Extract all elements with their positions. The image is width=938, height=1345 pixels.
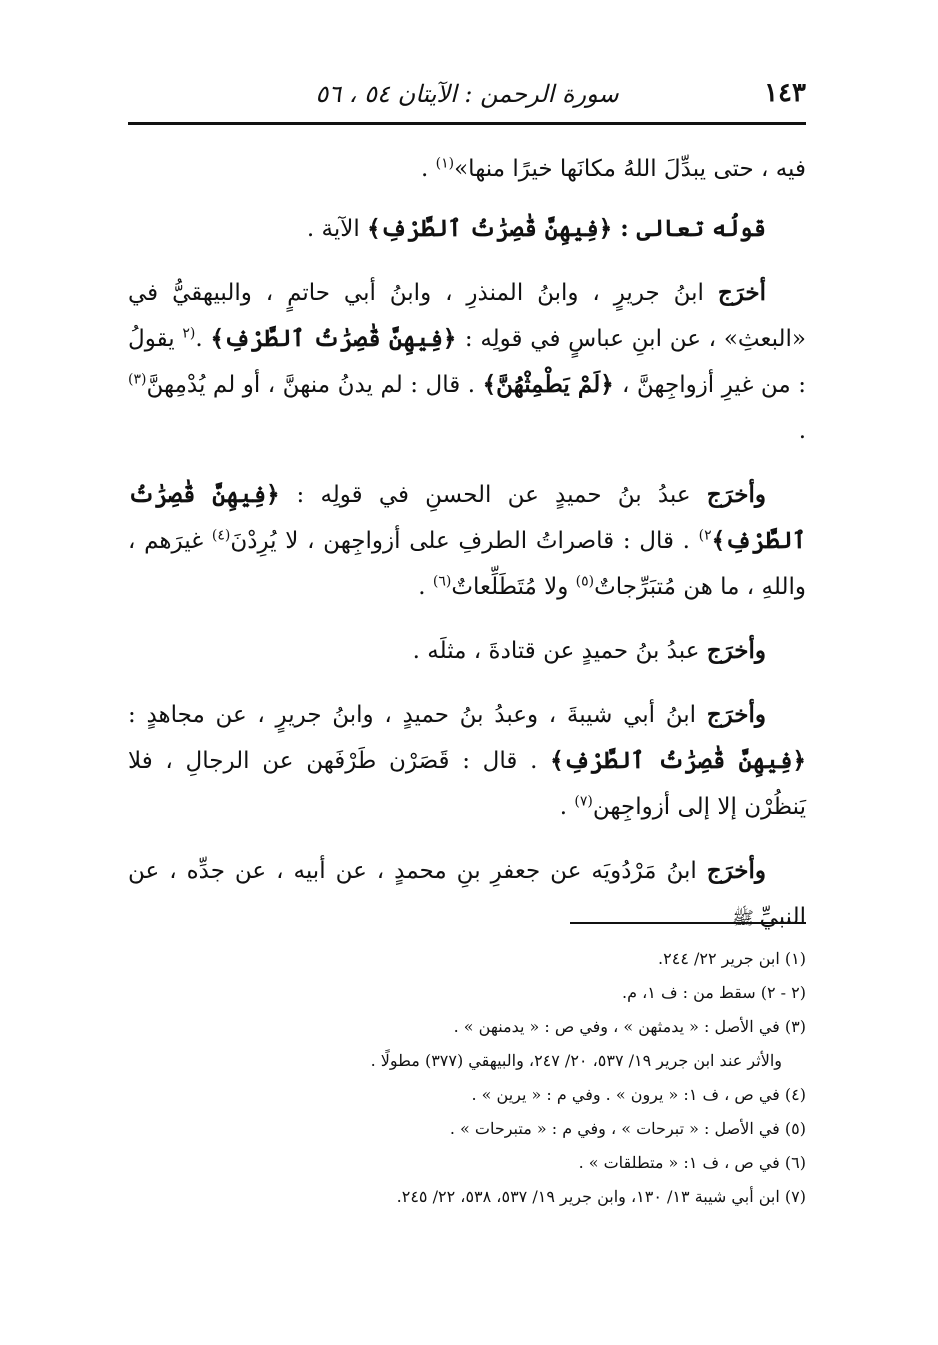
main-text	[128, 146, 806, 960]
paragraph-5-lead: وأخرَج	[706, 637, 766, 664]
paragraph-2-text: الآية .	[306, 216, 368, 242]
paragraph-4-lead: وأخرَج	[706, 481, 767, 508]
footnote-7: (٧) ابن أبي شيبة ١٣/ ١٣٠، وابن جرير ١٩/ ٥٣٧، ٥٣٨، ٢٢/ ٢٤٥.	[396, 1187, 806, 1206]
footnote-1: (١) ابن جرير ٢٢/ ٢٤٤.	[658, 949, 806, 968]
paragraph-7-lead: وأخرَج	[706, 857, 766, 884]
footnote-3: (٣) في الأصل : « يدمثهن » ، وفي ص : « يدمنهن » .	[453, 1017, 806, 1036]
paragraph-1	[128, 146, 806, 192]
quran-verse: ﴿فِيهِنَّ قَٰصِرَٰتُ ٱلطَّرْفِ﴾	[550, 747, 807, 774]
paragraph-1-end: .	[421, 156, 436, 182]
paragraph-3-lead: أخرَج	[717, 279, 766, 306]
footnotes	[150, 942, 806, 1214]
footnote-ref-4: (٤)	[211, 527, 231, 544]
paragraph-4-text-4: ولا مُتَطَلِّعاتٌ	[451, 574, 576, 600]
paragraph-5-text: عبدُ بنُ حميدٍ عن قتادةَ ، مثلَه .	[412, 638, 707, 664]
paragraph-3-text-2: .	[195, 326, 211, 352]
paragraph-4-text-2: . قال : قاصراتُ الطرفِ على أزواجِهن ، لا يُرِدْنَ	[230, 528, 699, 554]
footnote-ref-1: (١)	[435, 155, 455, 172]
paragraph-3-text-4: . قال : لم يدنُ منهنَّ ، أو لم يُدْمِهنَّ	[146, 372, 483, 398]
footnote-ref-5: (٥)	[575, 573, 595, 590]
paragraph-4-text-5: .	[418, 574, 433, 600]
paragraph-2	[128, 206, 806, 252]
paragraph-6	[128, 692, 806, 830]
paragraph-6-text-3: .	[559, 794, 575, 820]
footnote-ref-3: (٣)	[128, 371, 147, 388]
paragraph-5	[128, 628, 806, 674]
paragraph-4-text-1: عبدُ بنُ حميدٍ عن الحسنِ في قولِه :	[296, 482, 707, 508]
paragraph-4	[128, 472, 806, 610]
paragraph-3-text-3: يقولُ : من غيرِ أزواجِهنَّ ،	[128, 326, 806, 398]
paragraph-3-text-5: .	[798, 418, 806, 444]
footnote-2: (٢ - ٢) سقط من : ف ١، م.	[622, 983, 806, 1002]
paragraph-6-text-2: . قال : قَصَرْن طَرْفَهن عن الرجالِ ، فلا يَنظُرْن إلا إلى أزواجِهن	[128, 748, 806, 820]
footnote-6: (٦) في ص ، ف ١: « متطلقات » .	[578, 1153, 806, 1172]
salawat-ligature: ﷺ	[732, 908, 760, 929]
footnote-4: (٤) في ص ، ف ١: « يرون » . وفي م : « يرين » .	[471, 1085, 806, 1104]
footnote-3-continuation: والأثر عند ابن جرير ١٩/ ٥٣٧، ٢٠/ ٢٤٧، والبيهقي (٣٧٧) مطولًا .	[370, 1051, 782, 1070]
paragraph-3-text-1: ابنُ جريرٍ ، وابنُ المنذرِ ، وابنُ أبي حاتمٍ ، والبيهقيُّ في «البعثِ» ، عن ابنِ عباسٍ في قولِه :	[128, 280, 807, 352]
page-header	[128, 78, 806, 118]
footnote-rule	[570, 922, 806, 924]
footnote-ref-2-close: ٢)	[698, 527, 712, 544]
footnote-ref-2: (٢	[182, 325, 196, 342]
paragraph-6-lead: وأخرَج	[706, 701, 766, 728]
quran-verse: ﴿فِيهِنَّ قَٰصِرَٰتُ ٱلطَّرْفِ﴾	[210, 325, 465, 352]
paragraph-4-text-3: غيرَهم ، واللهِ ، ما هن مُتبَرِّجاتٌ	[128, 528, 806, 600]
paragraph-7	[128, 848, 806, 942]
paragraph-1-text: فيه ، حتى يبدِّلَ اللهُ مكانَها خيرًا منها»	[454, 156, 806, 182]
quran-verse: ﴿فِيهِنَّ قَٰصِرَٰتُ ٱلطَّرْفِ﴾	[128, 481, 806, 554]
paragraph-6-text-1: ابنُ أبي شيبةَ ، وعبدُ بنُ حميدٍ ، وابنُ جريرٍ ، عن مجاهدٍ :	[128, 702, 707, 728]
footnote-ref-7: (٧)	[574, 793, 593, 810]
footnote-ref-6: (٦)	[432, 573, 452, 590]
paragraph-2-lead: قولُه تعالى :	[620, 215, 766, 242]
page-number: ١٤٣	[764, 78, 806, 108]
footnote-5: (٥) في الأصل : « تبرحات » ، وفي م : « متبرحات » .	[449, 1119, 806, 1138]
header-rule	[128, 122, 806, 125]
quran-verse: ﴿فِيهِنَّ قَٰصِرَٰتُ ٱلطَّرْفِ﴾	[367, 215, 621, 242]
paragraph-7-text: ابنُ مَرْدُويَه عن جعفرِ بنِ محمدٍ ، عن أبيه ، عن جدِّه ، عن النبيِّ	[128, 858, 806, 930]
quran-verse: ﴿لَمْ يَطْمِثْهُنَّ﴾	[482, 371, 622, 398]
paragraph-3	[128, 270, 806, 454]
running-title: سورة الرحمن : الآيتان ٥٤ ، ٥٦	[315, 80, 619, 108]
